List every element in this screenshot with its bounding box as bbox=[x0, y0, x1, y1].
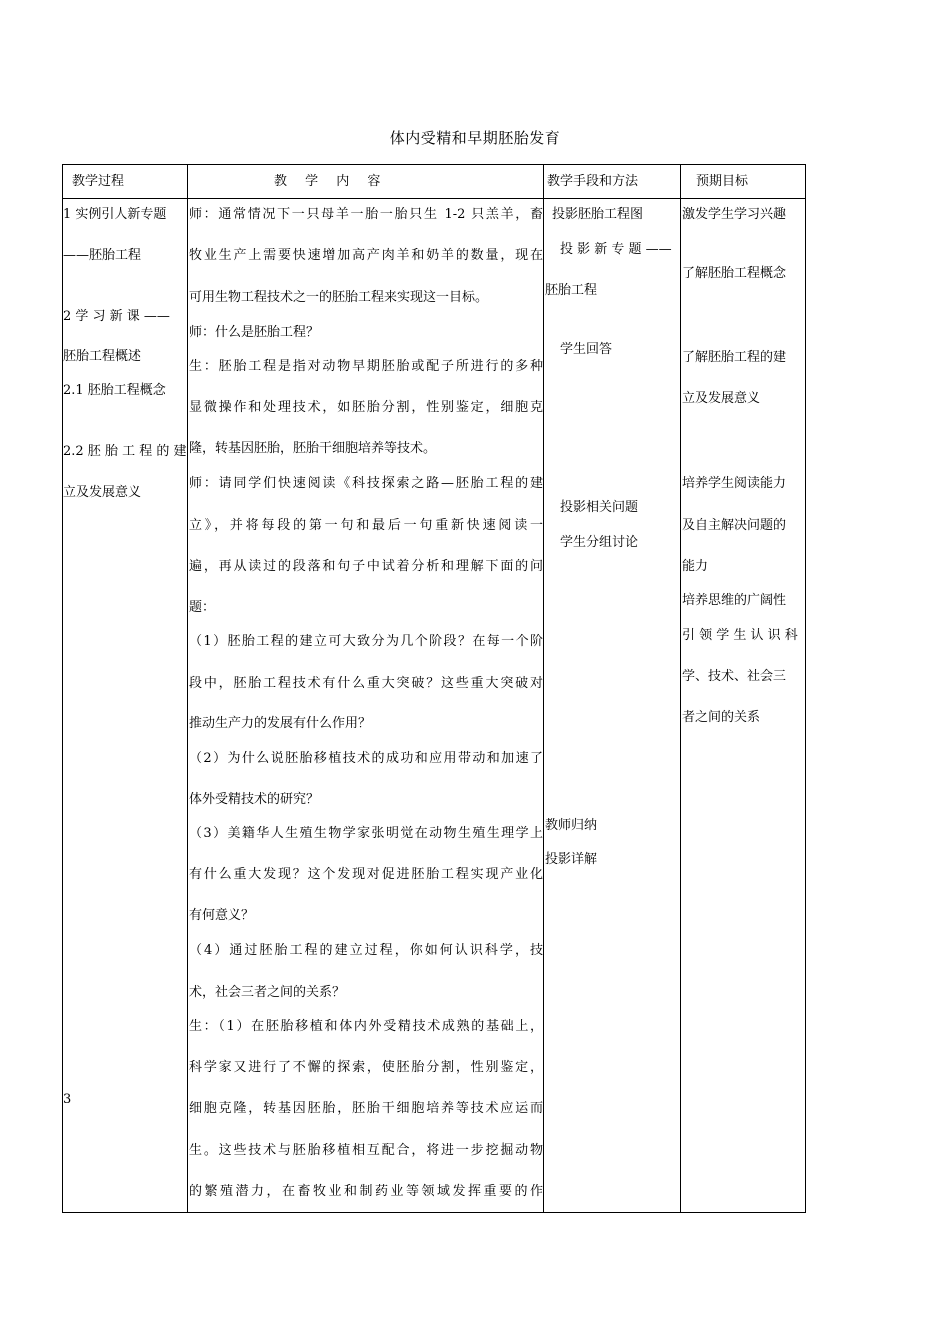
content-line: 推动生产力的发展有什么作用？ bbox=[189, 716, 372, 731]
content-line: 有什么重大发现？这个发现对促进胚胎工程实现产业化 bbox=[189, 867, 543, 882]
content-line: 题： bbox=[189, 600, 216, 615]
process-step: 胚胎工程概述 bbox=[63, 349, 142, 364]
process-step: 1 实例引人新专题 bbox=[63, 207, 167, 222]
goal-item: 引 领 学 生 认 识 科 bbox=[682, 628, 798, 643]
content-line: （1）胚胎工程的建立可大致分为几个阶段？在每一个阶 bbox=[189, 634, 543, 649]
method-item: 教师归纳 bbox=[545, 818, 598, 833]
process-step: 2.2 胚 胎 工 程 的 建 bbox=[63, 444, 187, 459]
method-item: 学生回答 bbox=[560, 342, 613, 357]
header-methods: 教学手段和方法 bbox=[547, 174, 639, 189]
goal-item: 及自主解决问题的 bbox=[682, 518, 787, 533]
goal-item: 能力 bbox=[682, 559, 709, 574]
method-item: 投影详解 bbox=[545, 852, 598, 867]
content-line: 牧业生产上需要快速增加高产肉羊和奶羊的数量，现在 bbox=[189, 248, 543, 263]
content-line: 术，社会三者之间的关系？ bbox=[189, 985, 346, 1000]
content-line: 隆，转基因胚胎，胚胎干细胞培养等技术。 bbox=[189, 441, 437, 456]
process-step: 2.1 胚胎工程概念 bbox=[63, 383, 166, 398]
content-line: 师：什么是胚胎工程？ bbox=[189, 325, 320, 340]
content-line: 科学家又进行了不懈的探索，使胚胎分割，性别鉴定， bbox=[189, 1060, 543, 1075]
method-item: 投 影 新 专 题 —— bbox=[560, 242, 672, 257]
goal-item: 培养学生阅读能力 bbox=[682, 476, 787, 491]
goal-item: 了解胚胎工程概念 bbox=[682, 266, 787, 281]
column-divider bbox=[187, 164, 188, 1213]
content-line: 师：通常情况下一只母羊一胎一胎只生 1-2 只羔羊，畜 bbox=[189, 207, 543, 222]
content-line: 生：胚胎工程是指对动物早期胚胎或配子所进行的多种 bbox=[189, 359, 543, 374]
document-title: 体内受精和早期胚胎发育 bbox=[389, 129, 561, 147]
goal-item: 激发学生学习兴趣 bbox=[682, 207, 787, 222]
content-line: 师：请同学们快速阅读《科技探索之路—胚胎工程的建 bbox=[189, 476, 543, 491]
goal-item: 学、技术、社会三 bbox=[682, 669, 787, 684]
header-content: 教 学 内 容 bbox=[274, 174, 381, 189]
goal-item: 立及发展意义 bbox=[682, 391, 761, 406]
header-process: 教学过程 bbox=[72, 174, 125, 189]
goal-item: 者之间的关系 bbox=[682, 710, 761, 725]
content-line: 的繁殖潜力，在畜牧业和制药业等领域发挥重要的作 bbox=[189, 1184, 543, 1199]
header-goals: 预期目标 bbox=[696, 174, 749, 189]
goal-item: 了解胚胎工程的建 bbox=[682, 350, 787, 365]
content-line: （3）美籍华人生殖生物学家张明觉在动物生殖生理学上 bbox=[189, 826, 543, 841]
process-step: 3 bbox=[63, 1092, 72, 1107]
content-line: 生：（1）在胚胎移植和体内外受精技术成熟的基础上， bbox=[189, 1019, 543, 1034]
content-line: 细胞克隆，转基因胚胎，胚胎干细胞培养等技术应运而 bbox=[189, 1101, 543, 1116]
content-line: 可用生物工程技术之一的胚胎工程来实现这一目标。 bbox=[189, 290, 489, 305]
process-step: ——胚胎工程 bbox=[63, 248, 142, 263]
column-divider bbox=[680, 164, 681, 1213]
content-line: 体外受精技术的研究？ bbox=[189, 792, 320, 807]
column-divider bbox=[543, 164, 544, 1213]
content-line: 立》，并将每段的第一句和最后一句重新快速阅读一 bbox=[189, 518, 543, 533]
method-item: 学生分组讨论 bbox=[560, 535, 639, 550]
header-divider bbox=[62, 198, 806, 199]
content-line: 段中，胚胎工程技术有什么重大突破？这些重大突破对 bbox=[189, 676, 543, 691]
process-step: 立及发展意义 bbox=[63, 485, 142, 500]
content-line: （4）通过胚胎工程的建立过程，你如何认识科学，技 bbox=[189, 943, 543, 958]
content-line: （2）为什么说胚胎移植技术的成功和应用带动和加速了 bbox=[189, 751, 543, 766]
method-item: 投影相关问题 bbox=[560, 500, 639, 515]
content-line: 有何意义？ bbox=[189, 908, 255, 923]
content-line: 生。这些技术与胚胎移植相互配合，将进一步挖掘动物 bbox=[189, 1143, 543, 1158]
content-line: 显微操作和处理技术，如胚胎分割，性别鉴定，细胞克 bbox=[189, 400, 543, 415]
method-item: 投影胚胎工程图 bbox=[552, 207, 644, 222]
method-item: 胚胎工程 bbox=[545, 283, 598, 298]
goal-item: 培养思维的广阔性 bbox=[682, 593, 787, 608]
content-line: 遍，再从读过的段落和句子中试着分析和理解下面的问 bbox=[189, 559, 543, 574]
process-step: 2 学 习 新 课 —— bbox=[63, 309, 170, 324]
